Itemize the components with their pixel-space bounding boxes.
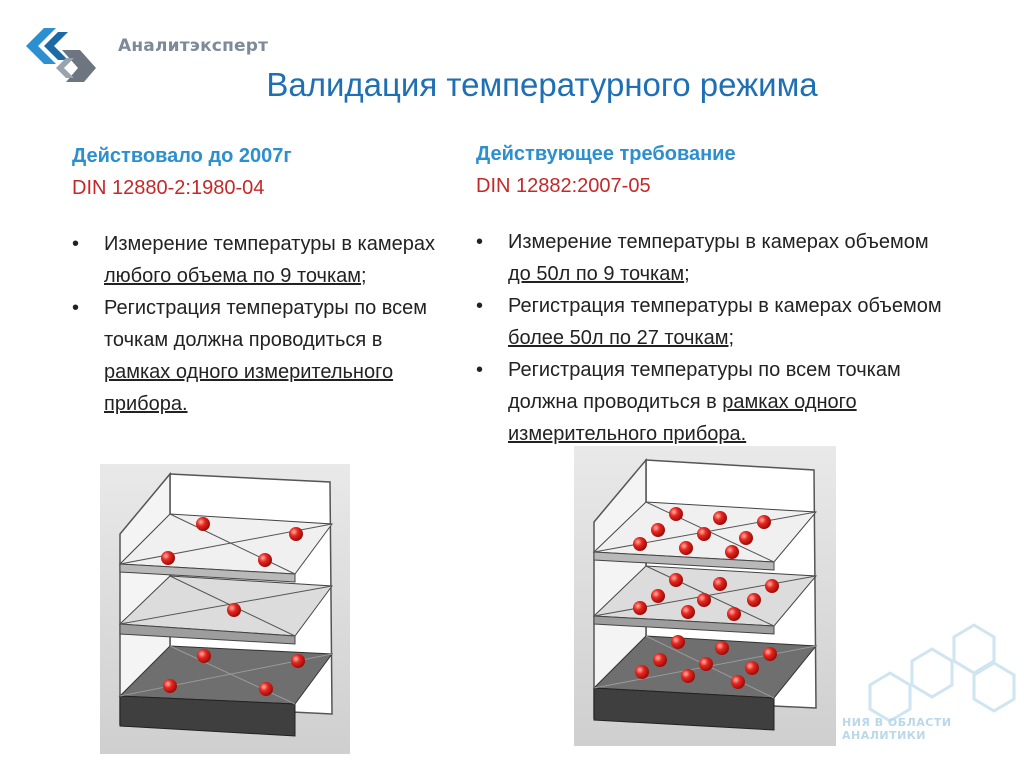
list-item [72,292,452,420]
bullet-underlined-text: до 50л по 9 точкам [508,263,685,285]
list-item [476,290,956,354]
bullet-text: Регистрация температуры в камерах объемом [508,295,942,317]
bullet-text: ; [361,265,367,287]
brand-name: Аналитэксперт [118,36,269,56]
left-column [72,140,452,420]
bullet-underlined-text: рамках одного измерительного прибора. [104,361,394,415]
bullet-underlined-text: любого объема по 9 точкам [104,265,362,287]
right-column-standard: DIN 12882:2007-05 [476,175,651,197]
bullet-text: Регистрация температуры по всем точкам должна проводиться в [104,297,428,351]
page-title: Валидация температурного режима [266,66,818,103]
watermark-text: НИЯ В ОБЛАСТИ АНАЛИТИКИ [842,716,952,742]
left-column-heading: Действовало до 2007г [72,145,292,167]
bullet-text: Измерение температуры в камерах объемом [508,231,929,253]
bullet-text: Измерение температуры в камерах [104,233,435,255]
bullet-underlined-text: более 50л по 27 точкам; [508,327,735,349]
right-column-heading: Действующее требование [476,143,736,165]
hexagon-watermark-icon [824,607,1024,767]
chamber-diagram-27-points [574,446,836,746]
list-item [476,226,956,290]
list-item [476,354,956,450]
bullet-underlined-text: рамках одного измерительного прибора. [508,391,857,445]
chamber-diagram-9-points [100,464,350,754]
left-bullet-list [72,228,452,420]
list-item [72,228,452,292]
bullet-text: ; [684,263,690,285]
bullet-text: Регистрация температуры по всем точкам должна проводиться в [508,359,901,413]
left-column-standard: DIN 12880-2:1980-04 [72,177,265,199]
right-bullet-list [476,226,956,450]
right-column [476,138,956,450]
